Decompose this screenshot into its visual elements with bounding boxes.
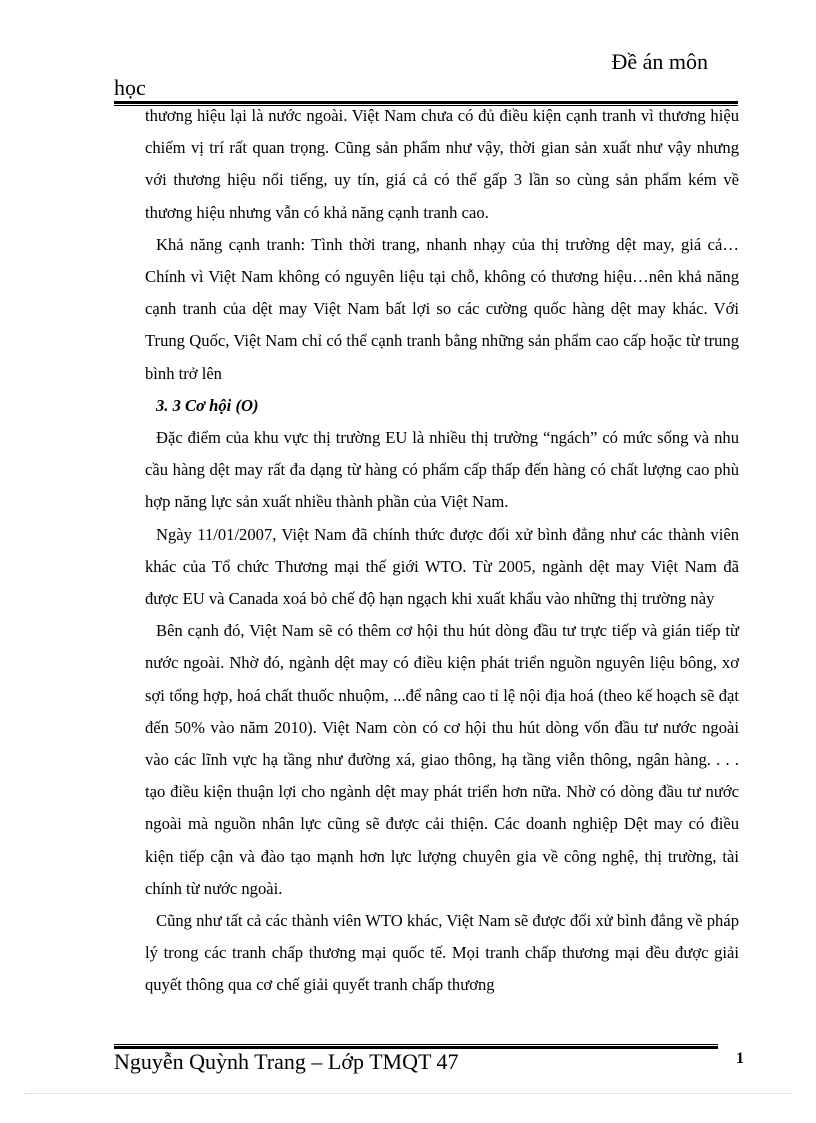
paragraph: Đặc điểm của khu vực thị trường EU là nhiều thị trường “ngách” có mức sống và nhu cầu hàng dệt may rất đa dạng từ hàng có phẩm cấp thấp đến hàng có chất lượng cao phù hợp năng lực sản xuất nhiều thành phần của Việt Nam.: [145, 428, 739, 512]
document-body: [145, 100, 739, 1002]
paragraph: Cũng như tất cả các thành viên WTO khác, Việt Nam sẽ được đối xử bình đẳng về pháp lý trong các tranh chấp thương mại quốc tế. Mọi tranh chấp thương mại đều được giải quyết thông qua cơ chế giải quyết tranh chấp thương: [145, 911, 739, 995]
page-number: 1: [736, 1050, 744, 1067]
paragraph: Khả năng cạnh tranh: Tình thời trang, nhanh nhạy của thị trường dệt may, giá cả…Chính vì Việt Nam không có nguyên liệu tại chỗ, không có thương hiệu…nên khả năng cạnh tranh của dệt may Việt Nam bất lợi so các cường quốc hàng dệt may khác. Với Trung Quốc, Việt Nam chỉ có thể cạnh tranh bằng những sản phẩm cao cấp hoặc từ trung bình trở lên: [145, 234, 739, 383]
header-title: Đề án môn: [611, 49, 708, 74]
page-boundary: [24, 1093, 792, 1094]
paragraph: Bên cạnh đó, Việt Nam sẽ có thêm cơ hội thu hút dòng đầu tư trực tiếp và gián tiếp từ nước ngoài. Nhờ đó, ngành dệt may có điều kiện phát triển nguồn nguyên liệu bông, xơ sợi tổng hợp, hoá chất thuốc nhuộm, ...để nâng cao tỉ lệ nội địa hoá (theo kế hoạch sẽ đạt đến 50% vào năm 2010). Việt Nam còn có cơ hội thu hút dòng vốn đầu tư nước ngoài vào các lĩnh vực hạ tầng như đường xá, giao thông, hạ tầng viễn thông, ngân hàng. . . . tạo điều kiện thuận lợi cho ngành dệt may phát triển hơn nữa. Nhờ có dòng đầu tư nước ngoài mà nguồn nhân lực cũng sẽ được cải thiện. Các doanh nghiệp Dệt may có điều kiện tiếp cận và đào tạo mạnh hơn lực lượng chuyên gia về công nghệ, thị trường, tài chính từ nước ngoài.: [145, 621, 739, 898]
footer-author: Nguyễn Quỳnh Trang – Lớp TMQT 47: [114, 1049, 459, 1074]
paragraph: thương hiệu lại là nước ngoài. Việt Nam chưa có đủ điều kiện cạnh tranh vì thương hiệu chiếm vị trí rất quan trọng. Cũng sản phẩm như vậy, thời gian sản xuất như vậy nhưng với thương hiệu nổi tiếng, uy tín, giá cả có thể gấp 3 lần so cùng sản phẩm kém về thương hiệu nhưng vẫn có khả năng cạnh tranh cao.: [145, 106, 739, 222]
paragraph: Ngày 11/01/2007, Việt Nam đã chính thức được đối xử bình đẳng như các thành viên khác của Tổ chức Thương mại thế giới WTO. Từ 2005, ngành dệt may Việt Nam đã được EU và Canada xoá bỏ chế độ hạn ngạch khi xuất khẩu vào những thị trường này: [145, 524, 739, 609]
header-subtitle: học: [114, 75, 146, 100]
section-heading: 3. 3 Cơ hội (O): [156, 395, 259, 415]
